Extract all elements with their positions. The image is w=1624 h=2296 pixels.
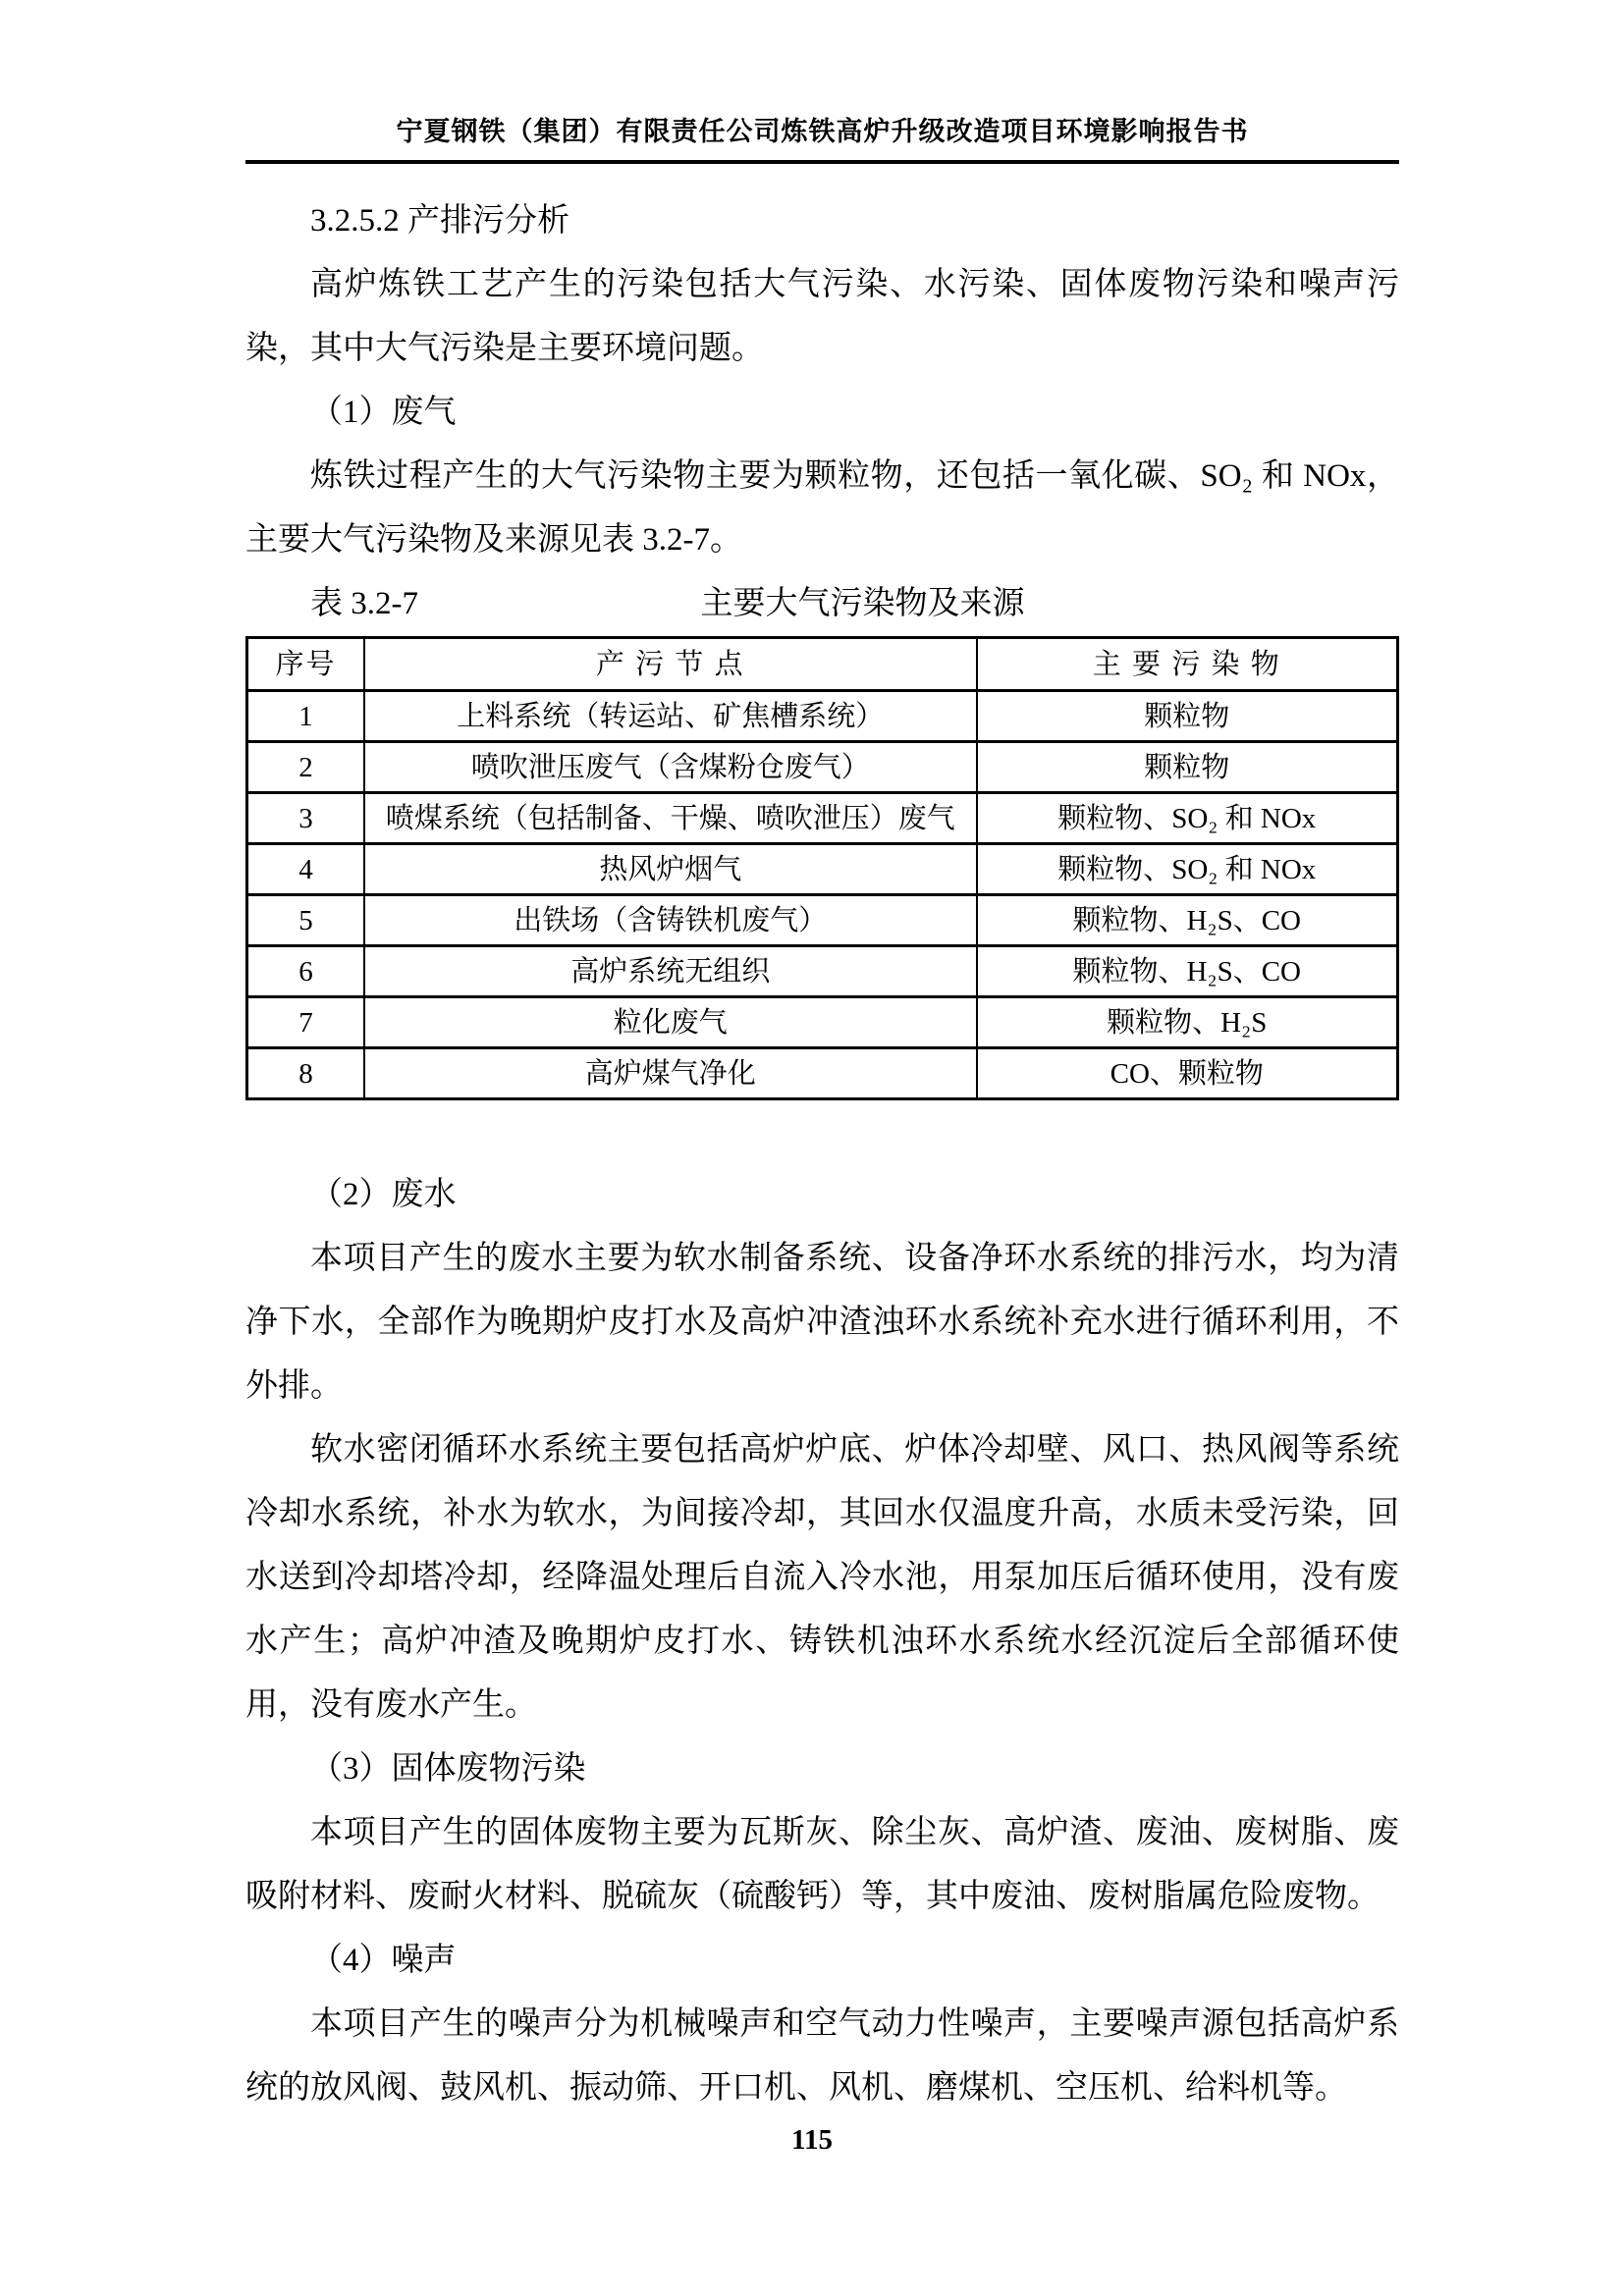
table-row	[247, 997, 1398, 1048]
table-cell: 颗粒物、H₂S	[977, 997, 1398, 1048]
solid-waste-paragraph: 本项目产生的固体废物主要为瓦斯灰、除尘灰、高炉渣、废油、废树脂、废吸附材料、废耐火材料、脱硫灰（硫酸钙）等，其中废油、废树脂属危险废物。	[245, 1815, 1399, 1914]
water-paragraph-1: 本项目产生的废水主要为软水制备系统、设备净环水系统的排污水，均为清净下水，全部作为晚期炉皮打水及高炉冲渣浊环水系统补充水进行循环利用，不外排。	[245, 1241, 1399, 1404]
page-header	[245, 110, 1399, 164]
table-header-cell: 主 要 污 染 物	[977, 638, 1398, 691]
content-frame	[245, 110, 1399, 2120]
page-number: 115	[791, 2124, 833, 2156]
table-row	[247, 1048, 1398, 1099]
table-cell: 热风炉烟气	[364, 844, 977, 895]
document-body	[245, 189, 1399, 2120]
table-row	[247, 742, 1398, 793]
table-caption-title: 主要大气污染物及来源	[700, 586, 1025, 621]
pollutant-table	[245, 636, 1399, 1100]
table-caption-label: 表 3.2-7	[310, 586, 418, 621]
table-cell: 颗粒物、SO₂ 和 NOx	[977, 793, 1398, 844]
table-header-row	[247, 638, 1398, 691]
noise-paragraph: 本项目产生的噪声分为机械噪声和空气动力性噪声，主要噪声源包括高炉系统的放风阀、鼓风机、振动筛、开口机、风机、磨煤机、空压机、给料机等。	[245, 2006, 1399, 2106]
pollutant-table-body	[247, 691, 1398, 1099]
table-cell: 出铁场（含铸铁机废气）	[364, 895, 977, 946]
table-cell: 上料系统（转运站、矿焦槽系统）	[364, 691, 977, 742]
table-cell: 3	[247, 793, 365, 844]
table-cell: 颗粒物、H₂S、CO	[977, 895, 1398, 946]
table-cell: 高炉系统无组织	[364, 946, 977, 997]
table-cell: 高炉煤气净化	[364, 1048, 977, 1099]
table-header-cell: 序号	[247, 638, 365, 691]
table-cell: 5	[247, 895, 365, 946]
table-cell: 颗粒物、SO₂ 和 NOx	[977, 844, 1398, 895]
table-cell: 2	[247, 742, 365, 793]
table-cell: 粒化废气	[364, 997, 977, 1048]
table-cell: CO、颗粒物	[977, 1048, 1398, 1099]
table-cell: 7	[247, 997, 365, 1048]
intro-paragraph: 高炉炼铁工艺产生的污染包括大气污染、水污染、固体废物污染和噪声污染，其中大气污染是主要环境问题。	[245, 267, 1399, 366]
table-cell: 1	[247, 691, 365, 742]
subsection-heading-solid-waste: （3）固体废物污染	[310, 1751, 586, 1787]
table-row	[247, 946, 1398, 997]
table-header-cell: 产 污 节 点	[364, 638, 977, 691]
section-heading: 3.2.5.2 产排污分析	[310, 203, 569, 239]
table-cell: 4	[247, 844, 365, 895]
table-cell: 颗粒物、H₂S、CO	[977, 946, 1398, 997]
table-cell: 颗粒物	[977, 691, 1398, 742]
table-cell: 8	[247, 1048, 365, 1099]
subsection-heading-water: （2）废水	[310, 1177, 457, 1212]
page-header-title: 宁夏钢铁（集团）有限责任公司炼铁高炉升级改造项目环境影响报告书	[396, 117, 1249, 146]
table-row	[247, 895, 1398, 946]
table-cell: 喷吹泄压废气（含煤粉仓废气）	[364, 742, 977, 793]
table-row	[247, 793, 1398, 844]
subsection-heading-gas: （1）废气	[310, 395, 457, 430]
water-paragraph-2: 软水密闭循环水系统主要包括高炉炉底、炉体冷却壁、风口、热风阀等系统冷却水系统，补水为软水，为间接冷却，其回水仅温度升高，水质未受污染，回水送到冷却塔冷却，经降温处理后自流入冷水池，用泵加压后循环使用，没有废水产生；高炉冲渣及晚期炉皮打水、铸铁机浊环水系统水经沉淀后全部循环使用，没有废水产生。	[245, 1432, 1399, 1723]
table-cell: 6	[247, 946, 365, 997]
table-cell: 喷煤系统（包括制备、干燥、喷吹泄压）废气	[364, 793, 977, 844]
gas-paragraph: 炼铁过程产生的大气污染物主要为颗粒物，还包括一氧化碳、SO₂ 和 NOx，主要大气污染物及来源见表 3.2-7。	[245, 458, 1399, 558]
table-cell: 颗粒物	[977, 742, 1398, 793]
subsection-heading-noise: （4）噪声	[310, 1943, 457, 1978]
table-row	[247, 691, 1398, 742]
table-row	[247, 844, 1398, 895]
table-caption	[245, 572, 1399, 636]
